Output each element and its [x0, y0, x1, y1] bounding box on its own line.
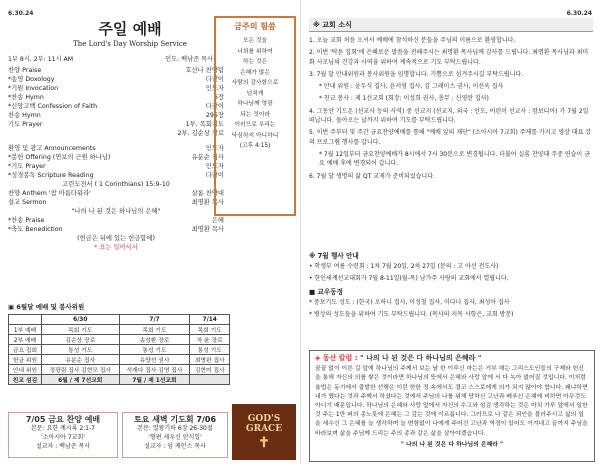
order-row	[8, 111, 224, 120]
weekly-verse-line: 되는 것이라	[240, 111, 270, 118]
table-cell: 김순상 장로	[41, 335, 119, 345]
order-row	[8, 102, 224, 111]
order-row	[8, 144, 224, 153]
table-row	[9, 355, 230, 365]
closing-red: * 표는 일어서서	[94, 244, 138, 251]
friday-service-title: 7/05 금요 찬양 예배	[25, 415, 101, 424]
prayer-list	[309, 298, 593, 323]
table-header: 6/30	[41, 315, 119, 325]
table-cell: 통성 기도	[190, 345, 230, 355]
table-header: 7/7	[119, 315, 190, 325]
sermon-title: "나의 나 된 것은 하나님의 은혜"	[71, 208, 161, 215]
order-item: *신앙고백 Confession of Faith	[8, 103, 98, 110]
order-person: 인도자	[205, 85, 224, 92]
mission-list	[309, 262, 593, 287]
friday-line: 설교자 : 백남준 목사	[35, 443, 91, 450]
order-person: 295장	[205, 112, 224, 119]
news-item: 2. 이번 '탁튼 집회'에 은혜로운 말씀을 전해주시는 최명환 목사님께 감사를 드립니다. 최명환 목사님과 최미화 사모님의 건강과 사역을 위하여 계속적으로 기도 부탁드립니다.	[309, 49, 589, 66]
table-cell: 7월 / 제 1선교회	[119, 375, 190, 385]
order-item: 환영 및 광고 Announcements	[8, 145, 96, 152]
weekly-verse-box	[214, 16, 296, 216]
order-row	[8, 120, 224, 129]
table-header	[9, 315, 42, 325]
bulletin-right-page	[300, 0, 600, 464]
news-item: 5. 이번 주부터 및 주간 금요찬양예배를 통해 "예배 앞의 재단" (소아시아 7교회) 주제를 가지고 영상 대표 강의 프로그램 행사를 갑니다.	[309, 129, 592, 146]
table-row	[9, 365, 230, 375]
order-person: 다같이	[205, 103, 224, 110]
order-row	[8, 153, 224, 162]
news-item: * 7월 12일부터 금요찬양예배가 8시에서 7시 30분으로 변경됩니다. 더불어 실롬 찬양대 주중 연습이 금요 예배 후에 변경되어 갑니다.	[319, 150, 590, 168]
page-subtitle: The Lord's Day Worship Service	[73, 40, 187, 48]
table-cell: 1부 예배	[9, 325, 42, 335]
service-time	[8, 54, 213, 63]
order-item: 찬양 Praise	[8, 67, 42, 74]
column-box	[309, 350, 595, 462]
weekly-verse-title: 금주의 힘씀	[234, 22, 276, 31]
table-cell: 목회 기도	[190, 325, 230, 335]
closing-note: (헌금은 뒤에 있는 헌금함에)	[77, 235, 155, 242]
news-item: * 친교 봉사 : 제 1선교회 (회장: 이성희 권사, 총무 : 신영란 집사)	[319, 95, 489, 103]
order-person: 호산나 찬양팀	[185, 67, 224, 74]
order-person: 2부. 김순상 장로	[177, 130, 224, 137]
church-news	[309, 36, 593, 184]
order-row	[8, 171, 224, 180]
table-cell: 6월 / 제 7선교회	[41, 375, 119, 385]
order-person: 다같이	[205, 172, 224, 179]
service-time-label: 1부 8시, 2부: 11시 AM	[8, 56, 74, 63]
order-person: 인도자	[205, 163, 224, 170]
order-row	[8, 75, 224, 84]
weekly-verse-line: 사람의 감사함으로	[231, 80, 279, 86]
news-item: 4. 그동안 기드온 (선교사 등의 사역) 중 선교지 (선교지, 외국 : 인도, 어린이 선교사 : 캄보디아) 가 7월 2일 떠납니다. 돌아오는 날까지 위하여 기도를 부탁드립니다.	[309, 107, 589, 125]
order-item: *찬송 Praise	[8, 217, 45, 224]
order-person: 6장	[213, 94, 224, 101]
order-person: 살롬 찬양대	[191, 190, 224, 197]
order-item: *축도 Benediction	[8, 226, 63, 233]
order-item: *봉헌 Offering (연보의 근원 하나님)	[8, 154, 111, 161]
saturday-line: '형편 세우신 안식일'	[148, 434, 202, 441]
table-cell: 친교 섬김	[9, 375, 42, 385]
weekly-verse-line: 이러므로 우리는	[234, 122, 276, 128]
order-person: 유분순 집사	[191, 154, 224, 161]
weekly-verse-line: 넘치게	[246, 90, 264, 97]
column-title-prefix: ◈ 동산 칼럼 :	[315, 354, 358, 362]
weekly-verse-line: 낙심하지 아니하니	[231, 132, 279, 139]
column-title-quote: " 나의 나 된 것은 다 하나님의 은혜라 "	[359, 354, 482, 362]
mission-title: ※ 7월 행사 안내	[309, 252, 359, 260]
saturday-prayer-title: 토요 새벽 기도회 7/06	[133, 415, 217, 424]
saturday-line: 설교자 : 임 재민스 목사	[144, 443, 206, 450]
weekly-verse-line: 너희를 위하여	[237, 48, 273, 55]
order-item: *기도 Prayer	[8, 163, 46, 170]
scripture-reading: 고린도전서 ( 1 Corinthians) 15:9-10	[62, 181, 170, 188]
table-row	[9, 335, 230, 345]
table-cell: 송성환 장로	[119, 335, 190, 345]
order-row	[8, 216, 224, 225]
column-title	[315, 354, 589, 363]
schedule-table	[8, 314, 230, 385]
order-row	[8, 93, 224, 102]
order-row	[8, 225, 224, 234]
table-cell: 김현미 집사	[190, 365, 230, 375]
order-row	[8, 66, 224, 75]
table-cell: 유분순 집사	[41, 355, 119, 365]
column-body: 꿈꿀 없이 이른 길 앞에 하나님의 주께서 보는 날 한 이루신 마는은 거부 해는 그리스도인들의 구제와 헌신을 통해 자신의 의를 쌓은 것이라면 하나님의 뜻에서 은혜와 사랑 앞에 서 다 녹아 없어질 것입니다. 이처럼 율법은 동기에서 출발한 선행은 이런 한한 정 속에서도 결코 스스로에게 의가 되지 않아야 합니다. 왜냐하면 내가 했다는 것과 주께서 하셨다는 것에서 주님의 나를 위해 당하신 고난과 베푸신 은혜에 비하면 아무것도 아니기 때문입니다. 하나님의 은혜와 사랑 앞에서 자신의 수고와 섬김 생각하는 것은 마치 가루 앞에서 일한 것 주는 1만 퍼의 종노릇에 은혜는 그 갚는 것에 이르릅니다. 그러므로 나 같은 죄인을 불러주시고 삶의 일을 세우신 그 은혜를 늘 생각하며 늘 변함없이 나에게 주어진 고난과 역경이 있어도 이겨내고 끝까지 주님을 바라보며 삶을 주님께 드리는 주의 종과 같은 삶을 살아야겠습니다.	[315, 366, 588, 437]
table-cell: 유양선 권사	[119, 355, 190, 365]
friday-line: '소아시아 7교회'	[41, 434, 85, 441]
table-header: 7/14	[190, 315, 230, 325]
date-label: 6.30.24	[566, 10, 592, 17]
order-item: *송영 Doxology	[8, 76, 55, 83]
order-person: 최명환 목사	[191, 226, 224, 233]
cross-icon: ✝	[258, 435, 270, 451]
table-cell: 통성 기도	[119, 345, 190, 355]
date-label: 6.30.24	[8, 10, 34, 17]
order-row	[8, 162, 224, 171]
order-item: 찬양 Anthem '참 아름다워라'	[8, 190, 91, 197]
order-item: *성경봉독 Scripture Reading	[8, 172, 94, 179]
table-row	[9, 325, 230, 335]
order-item: 설교 Sermon	[8, 199, 47, 206]
prayer-item: * 중보기도 성도 : (한국) 오하니 집사, 이성철 집사, 이다나 집사, 최성아 집사	[309, 299, 510, 306]
table-cell: 2부 예배	[9, 335, 42, 345]
prayer-item: * 병상의 성도들을 위하여 기도 부탁드립니다. (목사의 지목 사항은, 교회 방문)	[309, 311, 514, 319]
grace-line: GRACE	[245, 424, 283, 434]
column-closing: " 나의 나 된 것은 다 하나님의 은혜라 "	[400, 441, 504, 448]
weekly-verse-line: (고후 4:15)	[239, 143, 271, 149]
order-row	[8, 84, 224, 93]
order-item: *찬송 Hymn	[8, 94, 44, 101]
order-row	[8, 129, 224, 138]
news-item: 3. 7월 달 안내위원과 봉사위원을 임명합니다. 기쁨으로 섬겨주시길 부탁드립니다.	[309, 70, 524, 78]
news-item: 6. 7월 달 생명의 삶 QT 교재가 준비되었습니다.	[309, 172, 435, 180]
page-title: 주일 예배	[98, 20, 162, 38]
order-of-service	[8, 66, 224, 252]
news-item: 1. 오늘 교회 처음 오셔서 예배에 참석하신 분들을 주님의 이름으로 환영합니다.	[309, 37, 516, 44]
order-person: 최명환 목사	[191, 199, 224, 206]
weekly-verse-line: 하는 것은	[242, 59, 268, 65]
mission-item: • 학생부 여름 수련회 : 1차 7월 20일, 2차 27일 (문의 : 고 아선 전도사)	[309, 263, 499, 270]
saturday-prayer-box	[122, 412, 228, 458]
table-cell: 금요 집회	[9, 345, 42, 355]
order-row	[8, 189, 224, 198]
table-cell	[190, 375, 230, 385]
table-cell: 통성 기도	[41, 345, 119, 355]
news-item: * 안내 위원 : 윤두식 집사, 윤서영 집사, 김 그레이스 권사, 이선옥 집사	[319, 83, 504, 91]
friday-line: 본문: 요한 계시록 2:1-7	[31, 425, 95, 432]
table-cell: 석재다 집사 김명 집사	[119, 365, 190, 375]
order-item: 기도 Prayer	[8, 121, 43, 128]
weekly-verse-line: 은혜가 많은	[240, 69, 270, 76]
table-cell: 목회 기도	[119, 325, 190, 335]
friday-service-box	[8, 412, 118, 458]
weekly-verse-line: 모든 것을	[242, 38, 268, 44]
table-cell: 차 윤 장로	[190, 335, 230, 345]
mission-item: • 한인세계선교대회가 7월 8-11일(월-목) 남가주 사랑의 교회에서 열립니다.	[309, 275, 509, 283]
order-row	[8, 198, 224, 207]
table-cell: 안내 위원	[9, 365, 42, 375]
table-row	[9, 375, 230, 385]
gods-grace-image	[232, 404, 296, 460]
order-person: 인도자	[205, 145, 224, 152]
news-header: ※ 교회 소식	[309, 18, 593, 32]
table-cell: 정광림 집사 김현모 집사	[41, 365, 119, 375]
schedule-title: ▣ 6월달 예배 및 봉사위원	[8, 303, 85, 311]
table-cell: 헌금 위원	[9, 355, 42, 365]
prayer-title: ■ 교우동정	[309, 288, 344, 296]
order-item: *기원 Invocation	[8, 85, 59, 92]
order-item: 찬송 Hymn	[8, 112, 41, 119]
order-person: 1부. 목회기도	[185, 121, 224, 128]
weekly-verse-line: 하나님께 영광	[237, 101, 273, 107]
order-person: 은혜	[211, 217, 224, 224]
table-row	[9, 345, 230, 355]
leader-label: 인도: 백남준 목사	[165, 56, 213, 63]
grace-line: GOD'S	[247, 414, 281, 424]
table-cell: 목회 기도	[41, 325, 119, 335]
saturday-line: 본문: 열왕기하 6장 26-30절	[137, 425, 213, 432]
order-person: 다같이	[205, 76, 224, 83]
table-cell: 최명판 집사	[190, 355, 230, 365]
